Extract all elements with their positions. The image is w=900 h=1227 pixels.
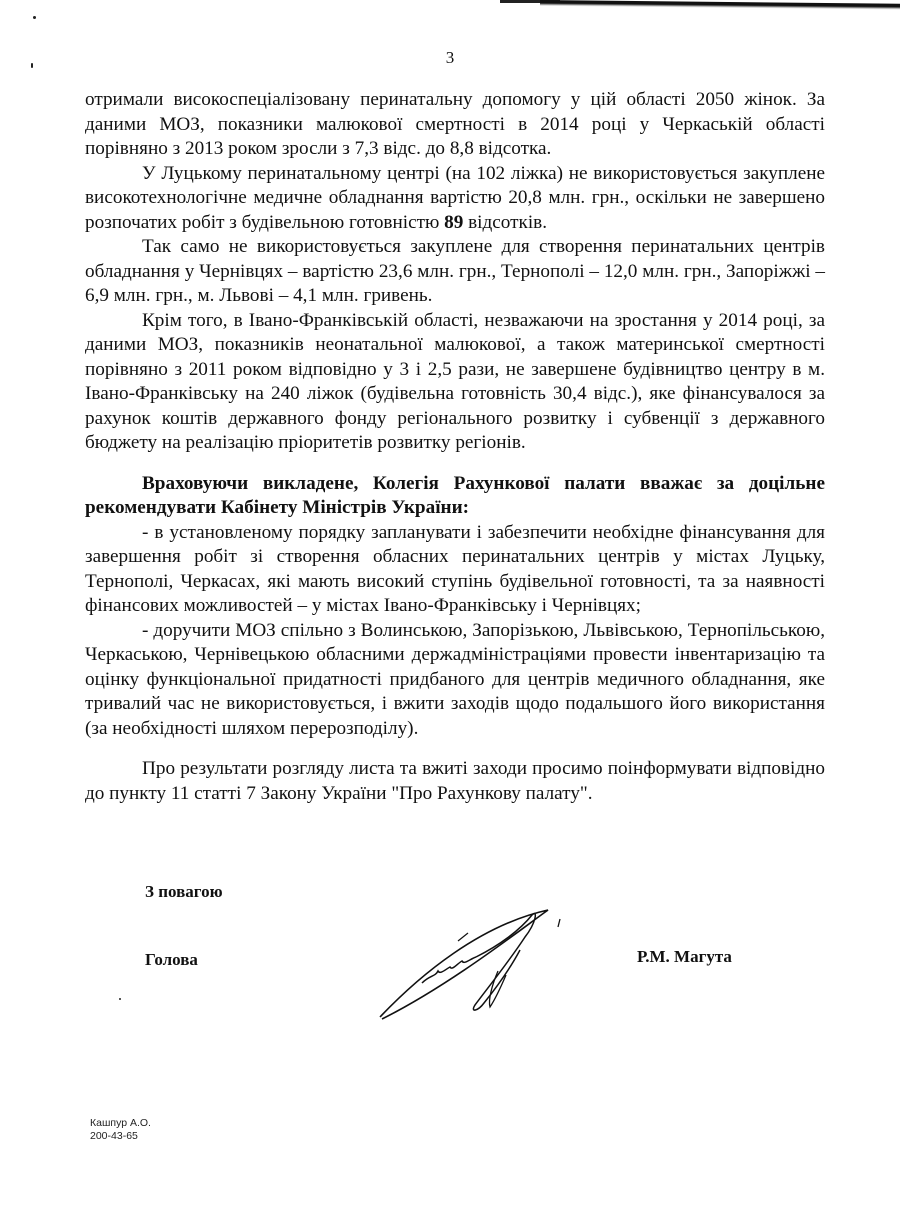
closing-salutation: З повагою — [145, 882, 223, 901]
signatory-name: Р.М. Магута — [637, 947, 732, 966]
scan-speck — [33, 16, 36, 19]
page-number: 3 — [445, 48, 455, 67]
executor-info — [90, 1117, 151, 1143]
paragraph-text: У Луцькому перинатальному центрі (на 102 ліжка) не використовується закуплене високотехнологічне медичне обладнання вартістю 20,8 млн. грн., оскільки не завершено розпочатих робіт з будівельною готовністю — [85, 162, 825, 233]
readiness-percent: 89 — [444, 211, 464, 233]
paragraph: Про результати розгляду листа та вжиті заходи просимо поінформувати відповідно до пункту 11 статті 7 Закону України "Про Рахункову палату". — [85, 758, 825, 804]
executor-phone: 200-43-65 — [90, 1130, 138, 1142]
paragraph: Так само не використовується закуплене для створення перинатальних центрів обладнання у Чернівцях – вартістю 23,6 млн. грн., Тернополі – 12,0 млн. грн., Запоріжжі – 6,9 млн. грн., м. Львові – 4,1 млн. гривень. — [85, 236, 825, 306]
recommendation-item: - доручити МОЗ спільно з Волинською, Запорізькою, Львівською, Тернопільською, Черкаською, Чернівецькою обласними держадміністраціями провести інвентаризацію та оцінку функціональної придатності придбаного для центрів медичного обладнання, яке тривалий час не використовується, і вжити заходів щодо подальшого його використання (за необхідності шляхом перерозподілу). — [85, 619, 825, 739]
recommendation-heading: Враховуючи викладене, Колегія Рахункової палати вважає за доцільне рекомендувати Кабінету Міністрів України: — [85, 472, 825, 518]
signatory-title: Голова — [145, 950, 198, 969]
letter-body — [85, 88, 825, 806]
recommendation-item: - в установленому порядку запланувати і забезпечити необхідне фінансування для завершення робіт зі створення обласних перинатальних центрів у містах Луцьку, Тернополі, Черкасах, які мають високий ступінь будівельної готовності, та за наявності фінансових можливостей – у містах Івано-Франківську і Чернівцях; — [85, 521, 825, 616]
paragraph: Крім того, в Івано-Франківській області, незважаючи на зростання у 2014 році, за даними МОЗ, показників неонатальної малюкової, а також материнської смертності порівняно з 2011 роком відповідно у 3 і 2,5 рази, не завершене будівництво центру в м. Івано-Франківську на 240 ліжок (будівельна готовність 30,4 відс.), яке фінансувалося за рахунок коштів державного фонду регіонального розвитку і субвенції з державного бюджету на реалізацію пріоритетів розвитку регіонів. — [85, 309, 825, 453]
scan-artifact — [540, 0, 900, 10]
signature-icon — [360, 905, 590, 1025]
paragraph: отримали високоспеціалізовану перинатальну допомогу у цій області 2050 жінок. За даними МОЗ, показники малюкової смертності в 2014 році у Черкаській області порівняно з 2013 роком зросли з 7,3 відс. до 8,8 відсотка. — [85, 89, 825, 159]
scan-speck — [119, 998, 121, 1000]
paragraph — [85, 162, 825, 236]
executor-name: Кашпур А.О. — [90, 1117, 151, 1129]
paragraph-text: відсотків. — [463, 211, 548, 233]
